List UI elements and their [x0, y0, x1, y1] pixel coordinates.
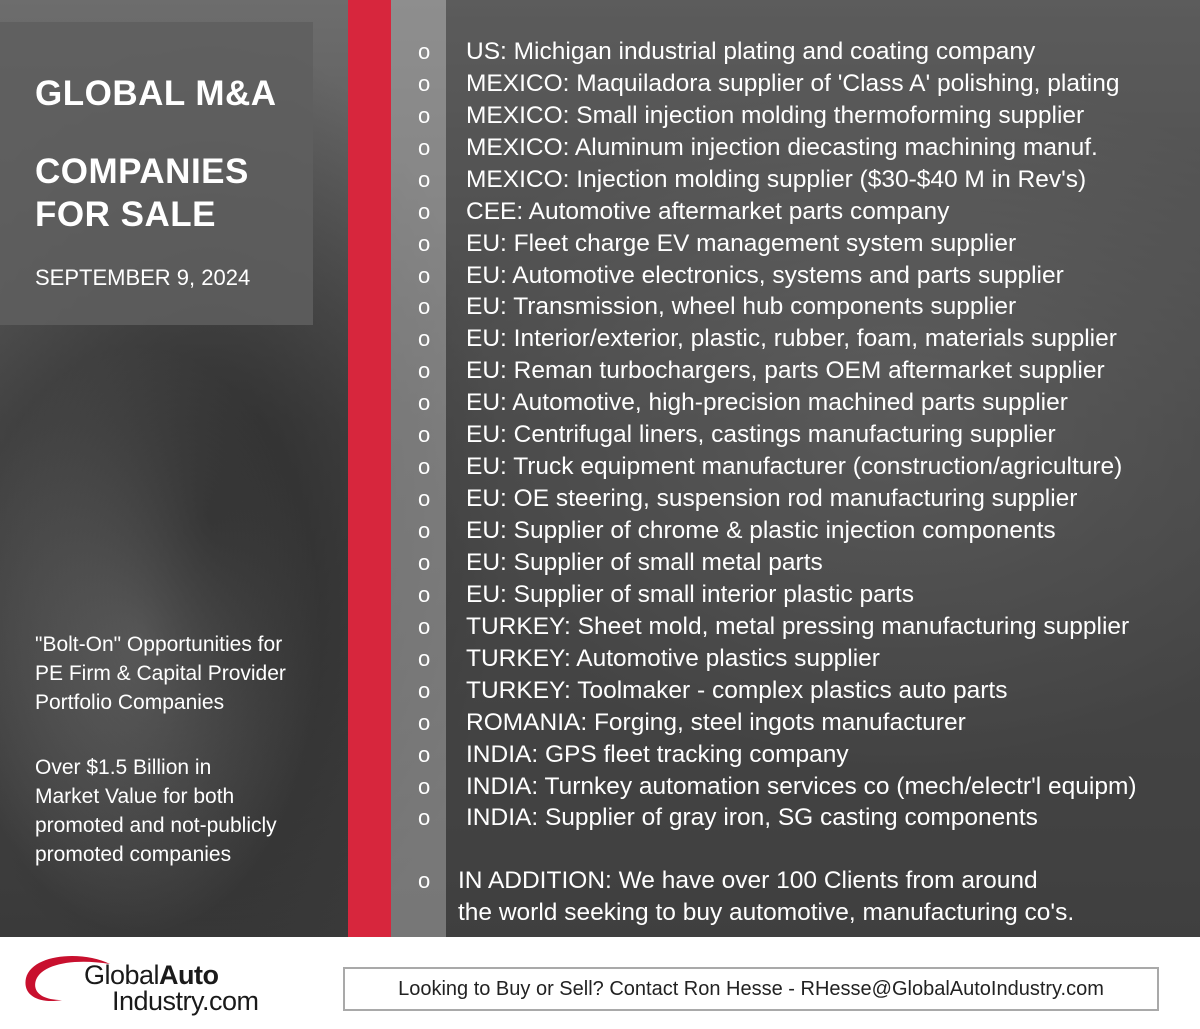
- company-description: EU: Automotive, high-precision machined parts supplier: [466, 389, 1068, 417]
- company-list-item: [410, 68, 1137, 100]
- company-list-item: [410, 100, 1137, 132]
- bullet-icon: o: [418, 486, 431, 512]
- globalautoindustry-logo[interactable]: [22, 952, 259, 1020]
- company-description: INDIA: Supplier of gray iron, SG casting components: [466, 804, 1038, 832]
- bullet-icon: o: [418, 868, 431, 893]
- bullet-icon: o: [418, 198, 431, 224]
- company-description: EU: Supplier of chrome & plastic injection components: [466, 517, 1056, 545]
- bullet-icon: o: [418, 102, 431, 128]
- market-value-line: Market Value for both: [35, 785, 235, 808]
- bullet-icon: o: [418, 613, 431, 639]
- bullet-icon: o: [418, 294, 431, 320]
- bullet-icon: o: [418, 70, 431, 96]
- opportunities-line: PE Firm & Capital Provider: [35, 662, 286, 685]
- title-line-3: FOR SALE: [35, 195, 216, 234]
- company-list-item: [410, 387, 1137, 419]
- bullet-icon: o: [418, 549, 431, 575]
- company-list-item: [410, 707, 1137, 739]
- bullet-icon: o: [418, 645, 431, 671]
- footer: [0, 937, 1200, 1029]
- company-description: TURKEY: Sheet mold, metal pressing manufacturing supplier: [466, 612, 1130, 640]
- company-description: MEXICO: Small injection molding thermoforming supplier: [466, 101, 1085, 129]
- company-list-item: [410, 643, 1137, 675]
- company-description: US: Michigan industrial plating and coating company: [466, 37, 1036, 65]
- bullet-icon: o: [418, 134, 431, 160]
- company-list-item: [410, 419, 1137, 451]
- bullet-icon: o: [418, 518, 431, 544]
- companies-list: [410, 36, 1137, 834]
- company-description: EU: Centrifugal liners, castings manufacturing supplier: [466, 421, 1056, 449]
- publication-date: SEPTEMBER 9, 2024: [35, 265, 251, 290]
- contact-box[interactable]: Looking to Buy or Sell? Contact Ron Hesse - RHesse@GlobalAutoIndustry.com: [343, 967, 1159, 1011]
- addition-line-2: the world seeking to buy automotive, manufacturing co's.: [458, 899, 1075, 926]
- company-list-item: [410, 579, 1137, 611]
- company-list-item: [410, 451, 1137, 483]
- bullet-icon: o: [418, 422, 431, 448]
- market-value-line: Over $1.5 Billion in: [35, 756, 212, 779]
- bullet-icon: o: [418, 390, 431, 416]
- company-description: EU: Interior/exterior, plastic, rubber, foam, materials supplier: [466, 325, 1117, 353]
- addition-line-1: IN ADDITION: We have over 100 Clients from around: [458, 867, 1038, 894]
- market-value-line: promoted and not-publicly: [35, 814, 277, 837]
- company-list-item: [410, 36, 1137, 68]
- company-description: CEE: Automotive aftermarket parts company: [466, 197, 950, 225]
- company-description: ROMANIA: Forging, steel ingots manufacturer: [466, 708, 966, 736]
- company-list-item: [410, 260, 1137, 292]
- company-list-item: [410, 323, 1137, 355]
- title-line-2: COMPANIES: [35, 152, 249, 191]
- company-list-item: [410, 739, 1137, 771]
- company-description: EU: Reman turbochargers, parts OEM aftermarket supplier: [466, 357, 1105, 385]
- accent-red-bar: [348, 0, 391, 937]
- addition-note: [410, 865, 1074, 929]
- company-list-item: [410, 164, 1137, 196]
- opportunities-line: "Bolt-On" Opportunities for: [35, 633, 283, 656]
- company-list-item: [410, 132, 1137, 164]
- company-description: EU: OE steering, suspension rod manufacturing supplier: [466, 485, 1078, 513]
- bullet-icon: o: [418, 581, 431, 607]
- opportunities-line: Portfolio Companies: [35, 691, 225, 714]
- bullet-icon: o: [418, 805, 431, 831]
- company-list-item: [410, 611, 1137, 643]
- company-list-item: [410, 771, 1137, 803]
- bullet-icon: o: [418, 741, 431, 767]
- company-list-item: [410, 515, 1137, 547]
- bullet-icon: o: [418, 262, 431, 288]
- company-list-item: [410, 228, 1137, 260]
- company-list-item: [410, 196, 1137, 228]
- company-list-item: [410, 483, 1137, 515]
- market-value-text: [35, 753, 335, 869]
- bullet-icon: o: [418, 773, 431, 799]
- company-list-item: [410, 547, 1137, 579]
- logo-auto-text: Auto: [159, 960, 219, 990]
- bullet-icon: o: [418, 358, 431, 384]
- bullet-icon: o: [418, 709, 431, 735]
- company-list-item: [410, 803, 1137, 835]
- bullet-icon: o: [418, 454, 431, 480]
- bullet-icon: o: [418, 38, 431, 64]
- company-description: EU: Supplier of small metal parts: [466, 548, 823, 576]
- company-description: EU: Supplier of small interior plastic parts: [466, 580, 914, 608]
- company-description: MEXICO: Aluminum injection diecasting machining manuf.: [466, 133, 1098, 161]
- company-list-item: [410, 675, 1137, 707]
- company-description: EU: Automotive electronics, systems and parts supplier: [466, 261, 1064, 289]
- opportunities-text: [35, 630, 335, 717]
- company-description: TURKEY: Automotive plastics supplier: [466, 644, 880, 672]
- bullet-icon: o: [418, 166, 431, 192]
- company-description: MEXICO: Injection molding supplier ($30-$40 M in Rev's): [466, 165, 1087, 193]
- company-description: EU: Transmission, wheel hub components supplier: [466, 293, 1017, 321]
- company-description: INDIA: Turnkey automation services co (mech/electr'l equipm): [466, 772, 1137, 800]
- logo-wordmark-bottom: Industry.com: [112, 986, 259, 1016]
- company-description: MEXICO: Maquiladora supplier of 'Class A' polishing, plating: [466, 69, 1120, 97]
- company-description: TURKEY: Toolmaker - complex plastics auto parts: [466, 676, 1008, 704]
- company-description: EU: Truck equipment manufacturer (construction/agriculture): [466, 453, 1123, 481]
- bullet-icon: o: [418, 326, 431, 352]
- bullet-icon: o: [418, 230, 431, 256]
- logo-global-text: Global: [84, 960, 160, 990]
- title-line-1: GLOBAL M&A: [35, 74, 277, 113]
- bullet-icon: o: [418, 677, 431, 703]
- market-value-line: promoted companies: [35, 843, 232, 866]
- company-description: EU: Fleet charge EV management system supplier: [466, 229, 1017, 257]
- company-description: INDIA: GPS fleet tracking company: [466, 740, 849, 768]
- company-list-item: [410, 292, 1137, 324]
- company-list-item: [410, 355, 1137, 387]
